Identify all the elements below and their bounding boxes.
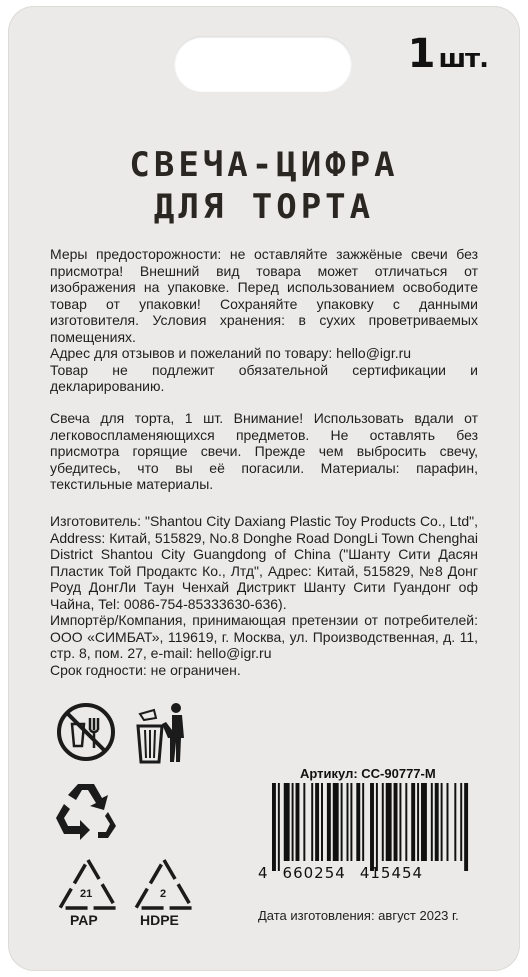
barcode-bar xyxy=(441,783,443,861)
barcode-bar xyxy=(454,783,456,861)
precautions-text xyxy=(50,246,478,395)
barcode-bar xyxy=(356,783,360,861)
title-line-2: ДЛЯ ТОРТА xyxy=(153,187,375,227)
barcode-bar xyxy=(386,783,392,861)
trash-bin-icon xyxy=(132,700,192,766)
barcode-bar xyxy=(292,783,294,861)
manufacturer-text: Изготовитель: "Shantou City Daxiang Plastic Toy Products Co., Ltd", Address: Китай, 515829, No.8 Donghe Road DongLi Town Chenghai District Shantou City Guangdong of China ("Шанту Сити Дасян Пластик Той Продактс Ко., Лтд", Адрес: Китай, 515829, №8 Донг Роуд ДонгЛи Таун Ченхай Дистрикт Шанту Сити Гуандонг оф Чайна, Tel: 0086-754-85333630-636). xyxy=(50,513,478,612)
barcode-bar xyxy=(278,783,280,871)
barcode-bar xyxy=(272,783,276,871)
barcode-bar xyxy=(321,783,323,861)
precautions-paragraph: Меры предосторожности: не оставляйте зажжёные свечи без присмотра! Внешний вид товара может отличаться от изображения на упаковке. Перед использованием освободите товар от упаковки! Сохраняйте упаковку с данными изготовителя. Условия хранения: в сухих проветриваемых помещениях. xyxy=(50,246,478,345)
barcode-bar xyxy=(382,783,384,861)
barcode-bar xyxy=(303,783,305,861)
barcode-digits xyxy=(258,864,472,882)
barcode-bar xyxy=(394,783,398,861)
barcode-bar xyxy=(460,783,462,861)
barcode-bar xyxy=(435,783,439,861)
barcode-digit-right: 415454 xyxy=(359,864,424,882)
hdpe-label: HDPE xyxy=(140,912,179,928)
manufacturer-info xyxy=(50,513,478,678)
barcode-bar xyxy=(311,783,313,861)
barcode-bar xyxy=(370,783,374,871)
pap-number: 21 xyxy=(80,888,93,900)
article-number: Артикул: CC-90777-M xyxy=(300,766,436,781)
barcode-bar xyxy=(362,783,364,861)
hdpe-recycle-icon xyxy=(132,856,196,912)
barcode-bar xyxy=(447,783,449,861)
barcode-bar xyxy=(327,783,331,861)
barcode-bar xyxy=(421,783,427,861)
product-description: Свеча для торта, 1 шт. Внимание! Использовать вдали от легковоспламеняющихся предметов. Не оставлять без присмотра горящие свечи. Прежде чем выбросить свечу, убедитесь, что вы её погасили. Материалы: парафин, текстильные материалы. xyxy=(50,410,478,492)
barcode-bar xyxy=(347,783,349,861)
barcode-bar xyxy=(417,783,419,861)
hdpe-number: 2 xyxy=(160,888,167,900)
importer-text: Импортёр/Компания, принимающая претензии от потребителей: ООО «СИМБАТ», 119619, г. Москва, ул. Производственная, д. 11, стр. 8, пом. 27, e-mail: hello@igr.ru xyxy=(50,612,478,661)
barcode-bar xyxy=(411,783,415,861)
certification-note: Товар не подлежит обязательной сертификации и декларированию. xyxy=(50,361,478,394)
not-food-icon xyxy=(54,700,118,764)
barcode xyxy=(272,783,472,871)
recycle-icon xyxy=(50,778,122,844)
barcode-bar xyxy=(341,783,343,861)
barcode-bar xyxy=(296,783,300,861)
barcode-bar xyxy=(284,783,290,861)
barcode-bar xyxy=(464,783,468,871)
barcode-bar xyxy=(333,783,339,861)
shelf-life-text: Срок годности: не ограничен. xyxy=(50,661,241,678)
pap-label: PAP xyxy=(70,912,98,928)
feedback-address: Адрес для отзывов и пожеланий по товару: hello@igr.ru xyxy=(50,345,412,361)
barcode-bar xyxy=(431,783,433,861)
quantity-number: 1 xyxy=(407,31,435,77)
quantity-unit: шт. xyxy=(438,44,488,74)
quantity-label xyxy=(407,31,488,77)
barcode-bar xyxy=(350,783,352,861)
barcode-digit-prefix: 4 xyxy=(258,864,269,882)
barcode-bar xyxy=(315,783,319,861)
title-line-1: СВЕЧА-ЦИФРА xyxy=(129,145,399,185)
pap-recycle-icon xyxy=(56,856,120,912)
manufacture-date: Дата изготовления: август 2023 г. xyxy=(258,908,459,923)
barcode-bar xyxy=(399,783,401,861)
barcode-digit-left: 660254 xyxy=(282,864,346,882)
barcode-bar xyxy=(376,783,378,871)
barcode-bar xyxy=(405,783,407,861)
hang-hole xyxy=(174,36,352,92)
